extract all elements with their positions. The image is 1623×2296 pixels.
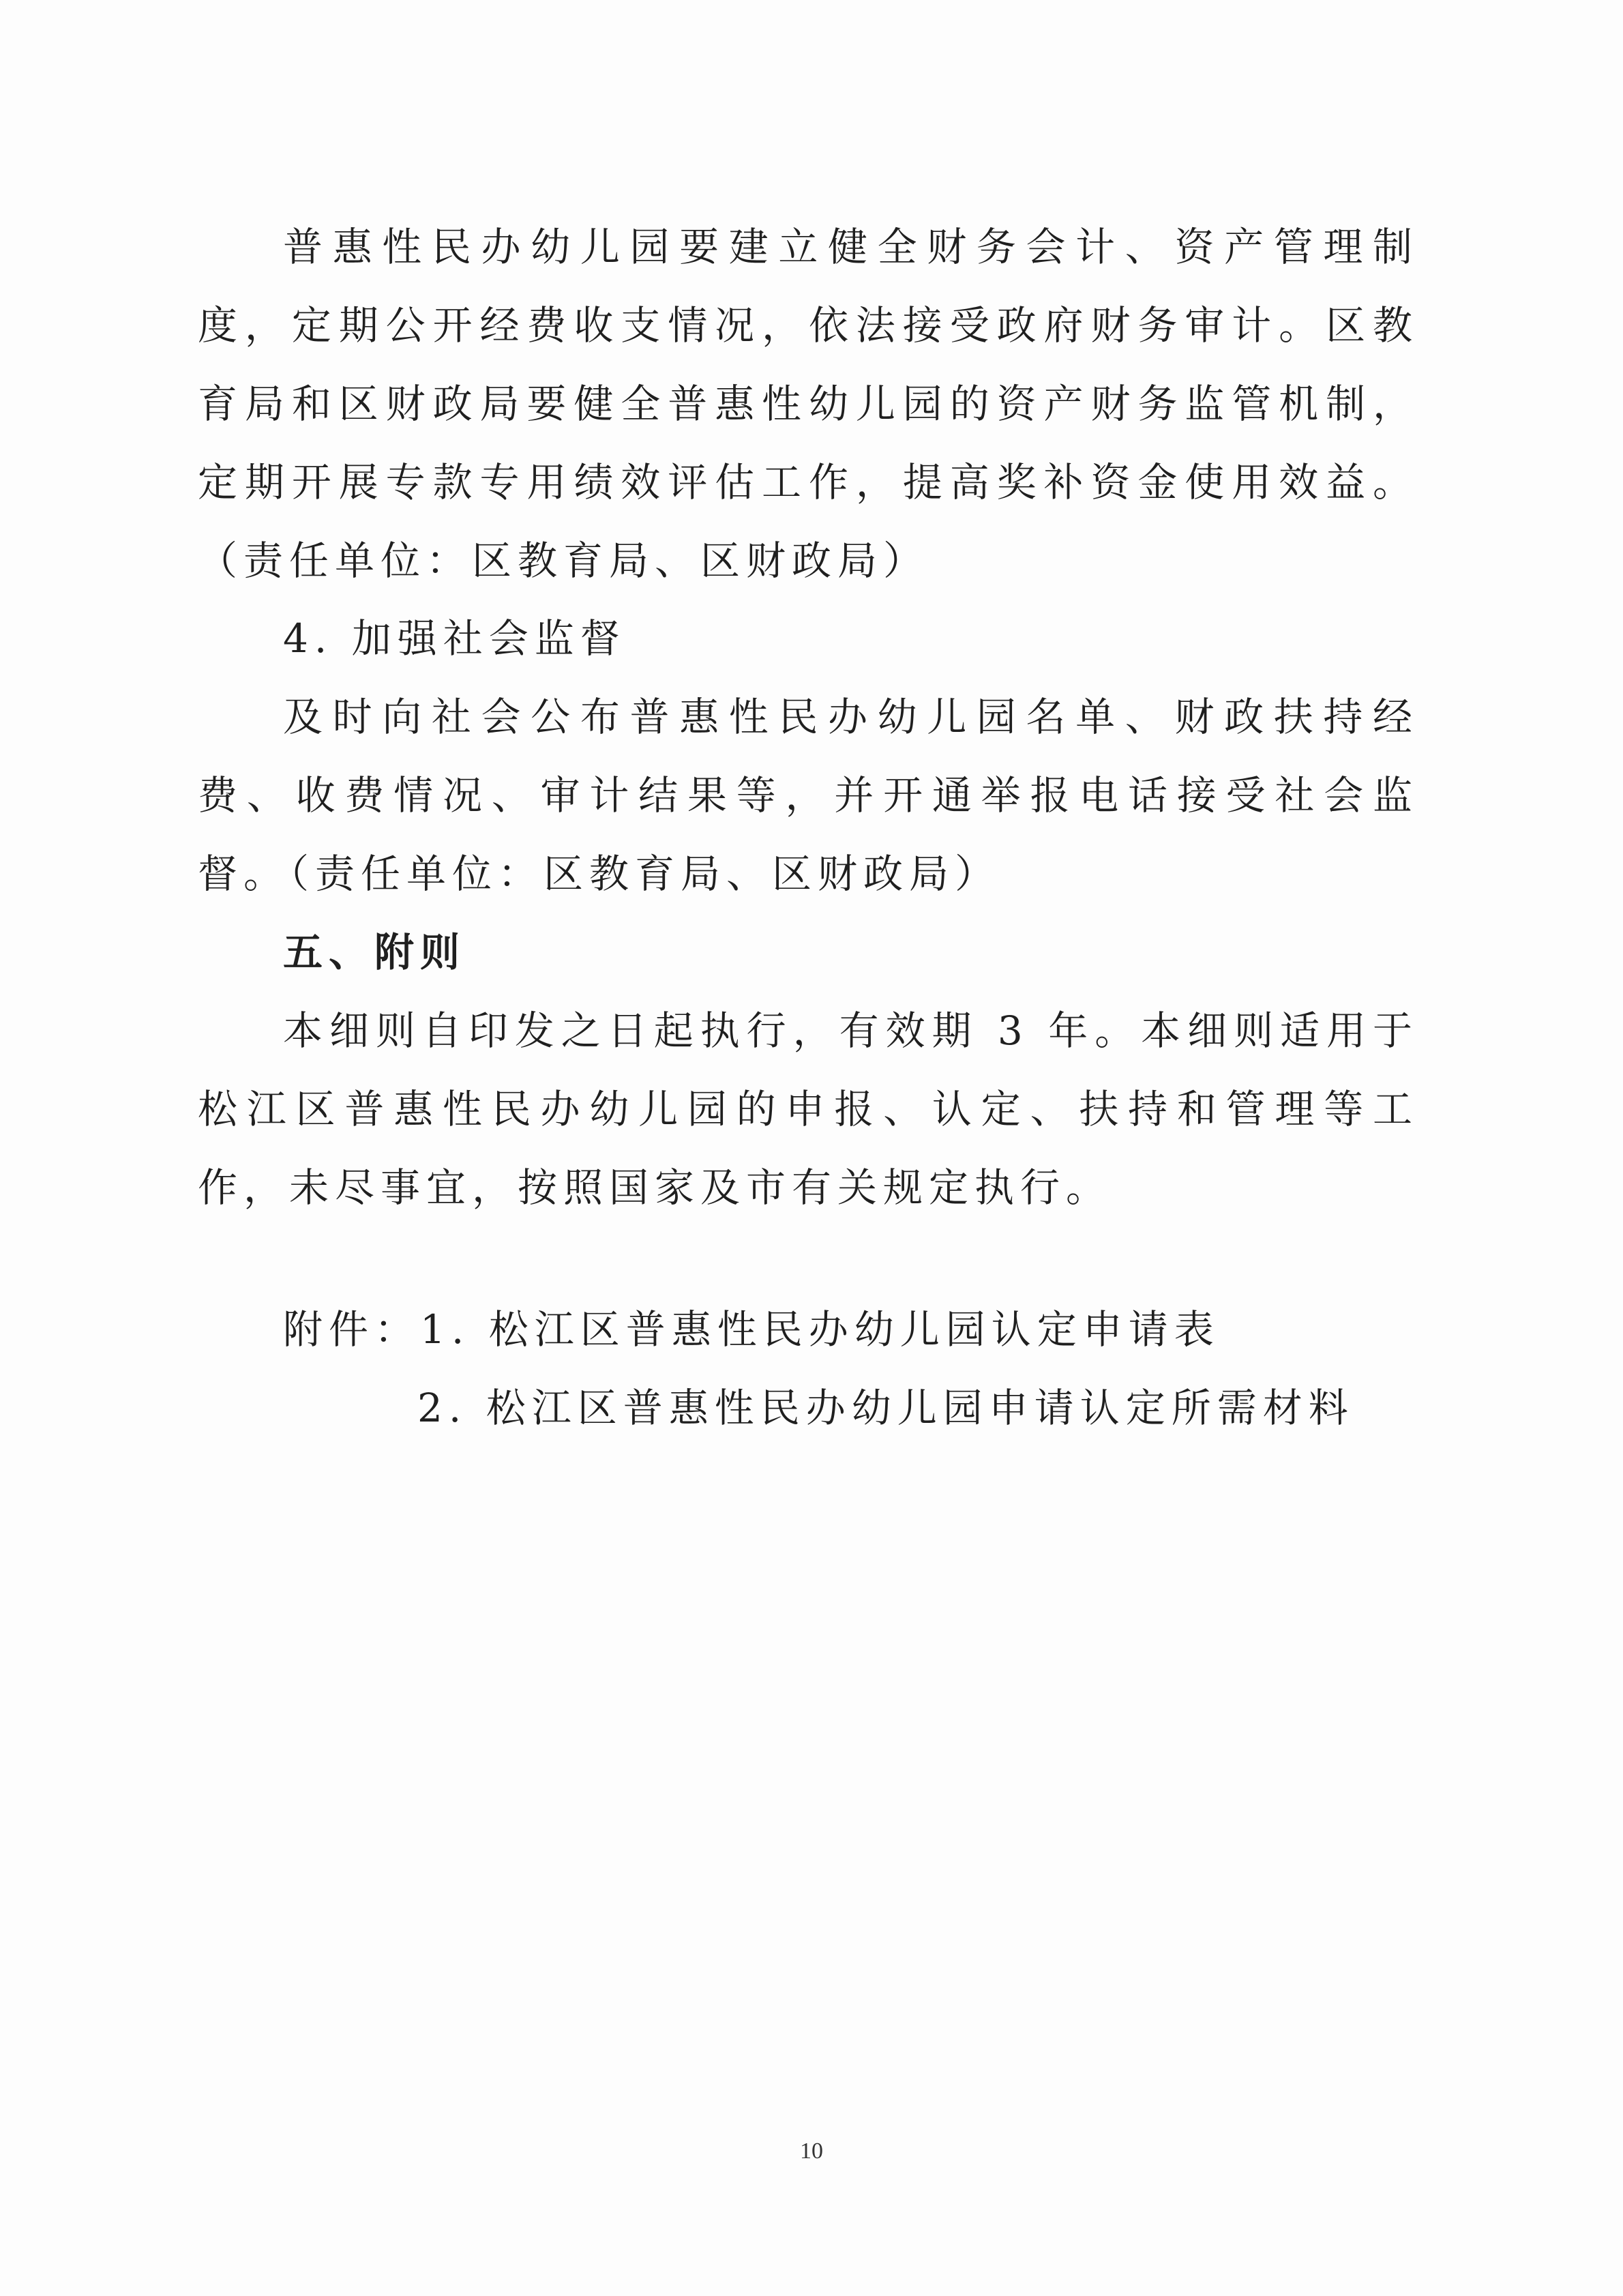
- paragraph-finance-management: 普惠性民办幼儿园要建立健全财务会计、资产管理制度，定期公开经费收支情况，依法接受政府财务审计。区教育局和区财政局要健全普惠性幼儿园的资产财务监管机制，定期开展专款专用绩效评估工作，提高奖补资金使用效益。（责任单位：区教育局、区财政局）: [198, 224, 1418, 584]
- paragraph-social-supervision: 及时向社会公布普惠性民办幼儿园名单、财政扶持经费、收费情况、审计结果等，并开通举报电话接受社会监督。（责任单位：区教育局、区财政局）: [198, 694, 1418, 897]
- paragraph-supplementary-provisions: 本细则自印发之日起执行，有效期 3 年。本细则适用于松江区普惠性民办幼儿园的申报、认定、扶持和管理等工作，未尽事宜，按照国家及市有关规定执行。: [198, 1007, 1418, 1211]
- attachment-item-2: 2. 松江区普惠性民办幼儿园申请认定所需材料: [417, 1385, 1354, 1431]
- attachment-item-1: 附件：1. 松江区普惠性民办幼儿园认定申请表: [283, 1306, 1220, 1353]
- page-number: 10: [800, 2138, 823, 2164]
- section-heading-social-supervision: 4. 加强社会监督: [283, 615, 626, 662]
- section-heading-supplementary-provisions: 五、附则: [283, 929, 466, 975]
